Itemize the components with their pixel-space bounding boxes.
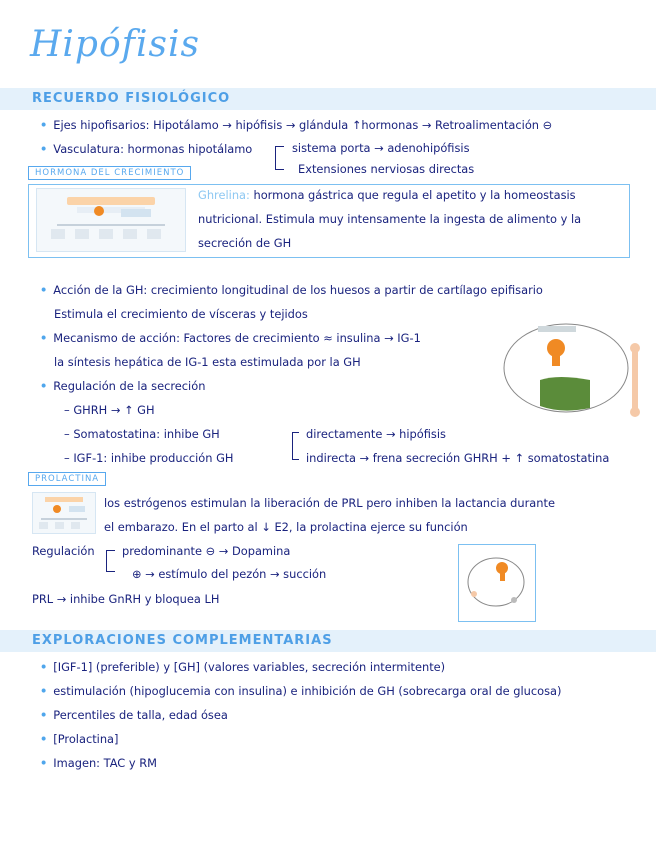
bullet-icon: • (40, 331, 48, 345)
mecanismo-line2: la síntesis hepática de IG-1 esta estimulada por la GH (54, 355, 361, 369)
prolactina-line1: los estrógenos estimulan la liberación de PRL pero inhiben la lactancia durante (104, 496, 555, 510)
vasc-branch2: Extensiones nerviosas directas (298, 162, 475, 176)
gh-section-label: HORMONA DEL CRECIMIENTO (28, 166, 191, 180)
prl-feedback-diagram (462, 548, 530, 616)
bullet-icon: • (40, 708, 48, 722)
list-item (40, 732, 118, 746)
mecanismo-text1: Mecanismo de acción: Factores de crecimiento ≈ insulina → IG-1 (53, 331, 421, 345)
bullet-icon: • (40, 732, 48, 746)
reg-bracket (292, 432, 299, 460)
gh-feedback-diagram (498, 318, 642, 428)
ejes-text: Hipotálamo → hipófisis → glándula ↑hormonas → Retroalimentación ⊖ (153, 118, 553, 132)
gh-axis-diagram-thumbnail (36, 188, 186, 252)
list-item (40, 660, 445, 674)
list-item-text: estimulación (hipoglucemia con insulina) e inhibición de GH (sobrecarga oral de glucosa) (53, 684, 562, 698)
bullet-icon: • (40, 118, 48, 132)
reg-directa: directamente → hipófisis (306, 427, 446, 441)
ghrelina-text1: hormona gástrica que regula el apetito y la homeostasis (253, 188, 576, 202)
vasc-bracket (275, 146, 284, 170)
list-item-text: [IGF-1] (preferible) y [GH] (valores variables, secreción intermitente) (53, 660, 446, 674)
page-title: Hipófisis (30, 24, 200, 65)
bullet-icon: • (40, 283, 48, 297)
prl-reg-neg: predominante ⊖ → Dopamina (122, 544, 291, 558)
reg-somato-text: Somatostatina: inhibe GH (73, 427, 220, 441)
prolactina-line2: el embarazo. En el parto al ↓ E2, la prolactina ejerce su función (104, 520, 468, 534)
reg-ghrh: – GHRH → ↑ GH (64, 403, 155, 417)
prl-line: PRL → inhibe GnRH y bloquea LH (32, 592, 220, 606)
prl-regulacion-label: Regulación (32, 544, 95, 558)
vasc-text: hormonas hipotálamo (127, 142, 253, 156)
ghrelina-word: Ghrelina: (198, 188, 250, 202)
reg-indirecta: indirecta → frena secreción GHRH + ↑ somatostatina (306, 451, 610, 465)
section-heading-exploraciones: EXPLORACIONES COMPLEMENTARIAS (32, 633, 333, 648)
accion-text1: Acción de la GH: crecimiento longitudinal de los huesos a partir de cartílago epifisario (53, 283, 543, 297)
vasc-label: Vasculatura: (53, 142, 124, 156)
ghrelina-line2: nutricional. Estimula muy intensamente la ingesta de alimento y la (198, 212, 582, 226)
section-heading-recuerdo: RECUERDO FISIOLÓGICO (32, 91, 231, 106)
vasc-branch1: sistema porta → adenohipófisis (292, 141, 470, 155)
list-item (40, 684, 561, 698)
mecanismo-line1 (40, 331, 421, 345)
prolactina-section-label: PROLACTINA (28, 472, 106, 486)
prl-reg-pos: ⊕ → estímulo del pezón → succión (132, 567, 327, 581)
accion-line2: Estimula el crecimiento de vísceras y tejidos (54, 307, 308, 321)
list-item-text: Imagen: TAC y RM (53, 756, 157, 770)
prl-bracket (106, 550, 115, 572)
reg-ghrh-text: GHRH → ↑ GH (73, 403, 155, 417)
bullet-icon: • (40, 379, 48, 393)
prolactina-diagram-thumbnail (32, 492, 96, 534)
accion-line1 (40, 283, 543, 297)
vasculatura-line (40, 142, 252, 156)
list-item-text: Percentiles de talla, edad ósea (53, 708, 228, 722)
reg-igf: – IGF-1: inhibe producción GH (64, 451, 234, 465)
bullet-icon: • (40, 142, 48, 156)
regulacion-heading (40, 379, 205, 393)
regulacion-text: Regulación de la secreción (53, 379, 206, 393)
ghrelina-line1 (198, 188, 576, 202)
bullet-icon: • (40, 660, 48, 674)
ejes-label: Ejes hipofisarios: (53, 118, 150, 132)
list-item-text: [Prolactina] (53, 732, 119, 746)
reg-igf-text: IGF-1: inhibe producción GH (73, 451, 234, 465)
ghrelina-line3: secreción de GH (198, 236, 292, 250)
reg-somato: – Somatostatina: inhibe GH (64, 427, 220, 441)
bullet-icon: • (40, 756, 48, 770)
bullet-icon: • (40, 684, 48, 698)
list-item (40, 756, 157, 770)
ejes-line (40, 118, 552, 132)
list-item (40, 708, 228, 722)
